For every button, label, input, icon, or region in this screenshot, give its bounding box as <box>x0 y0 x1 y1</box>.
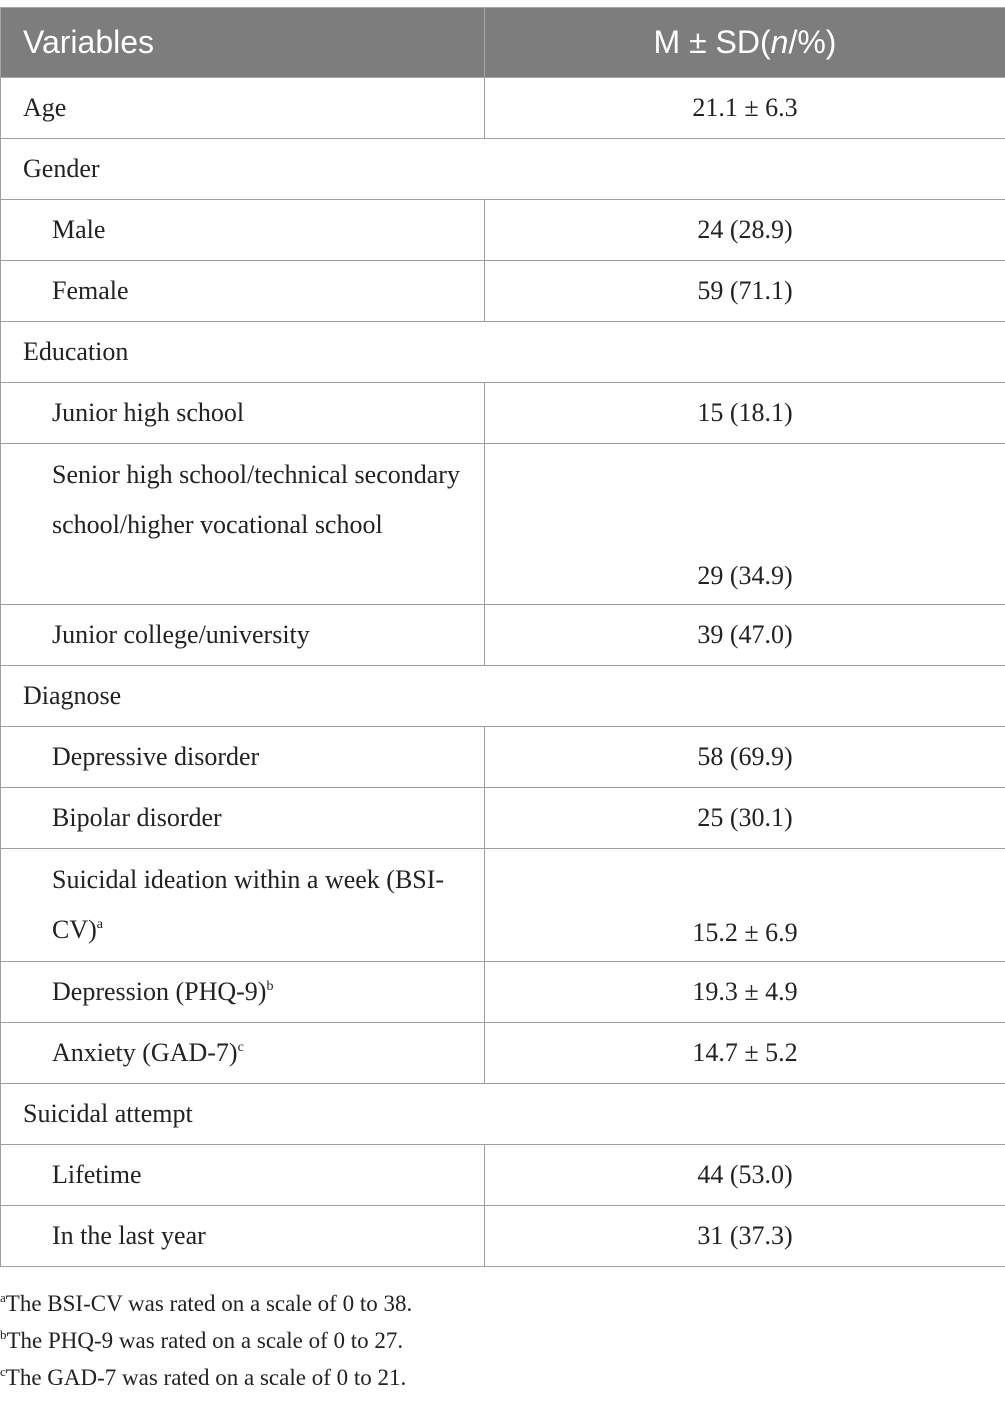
row-value: 58 (69.9) <box>485 727 1005 788</box>
category-label: Gender <box>1 139 1005 200</box>
category-label: Suicidal attempt <box>1 1084 1005 1145</box>
row-label <box>1 1023 485 1084</box>
row-value: 31 (37.3) <box>485 1206 1005 1267</box>
row-label-text: Depression (PHQ-9) <box>52 977 267 1006</box>
row-label: Senior high school/technical secondary school/higher vocational school <box>1 444 485 605</box>
table-row <box>1 200 1005 261</box>
table-row <box>1 78 1005 139</box>
row-value: 21.1 ± 6.3 <box>485 78 1005 139</box>
table-row <box>1 962 1005 1023</box>
footnote <box>0 1359 412 1396</box>
row-value: 14.7 ± 5.2 <box>485 1023 1005 1084</box>
footnotes <box>0 1285 412 1396</box>
header-stats-italic: n <box>770 24 789 60</box>
footnote-mark: a <box>0 1290 6 1305</box>
footnote-mark: a <box>96 917 103 932</box>
footnote-mark: c <box>0 1364 6 1379</box>
row-value: 44 (53.0) <box>485 1145 1005 1206</box>
row-label: Lifetime <box>1 1145 485 1206</box>
table-row <box>1 1206 1005 1267</box>
table-row <box>1 605 1005 666</box>
row-label: Junior high school <box>1 383 485 444</box>
row-label: In the last year <box>1 1206 485 1267</box>
row-value: 59 (71.1) <box>485 261 1005 322</box>
category-label: Diagnose <box>1 666 1005 727</box>
row-value: 39 (47.0) <box>485 605 1005 666</box>
footnote-text: The PHQ-9 was rated on a scale of 0 to 27. <box>6 1328 404 1353</box>
table-row <box>1 727 1005 788</box>
footnote-mark: b <box>266 979 274 994</box>
table-row <box>1 1023 1005 1084</box>
header-variables: Variables <box>1 8 485 78</box>
row-value: 24 (28.9) <box>485 200 1005 261</box>
category-row <box>1 1084 1005 1145</box>
row-label: Depressive disorder <box>1 727 485 788</box>
table-row <box>1 383 1005 444</box>
row-label: Junior college/university <box>1 605 485 666</box>
demographics-table <box>0 7 1005 1267</box>
footnote-text: The BSI-CV was rated on a scale of 0 to 38. <box>5 1291 413 1316</box>
footnote-mark: b <box>0 1327 7 1342</box>
table-row <box>1 849 1005 962</box>
header-row <box>1 8 1005 78</box>
header-stats-suffix: /%) <box>788 24 837 60</box>
category-row <box>1 322 1005 383</box>
table-row <box>1 261 1005 322</box>
table-row <box>1 788 1005 849</box>
row-label <box>1 849 485 962</box>
row-value: 15 (18.1) <box>485 383 1005 444</box>
category-row <box>1 139 1005 200</box>
row-value: 25 (30.1) <box>485 788 1005 849</box>
row-value: 15.2 ± 6.9 <box>485 849 1005 962</box>
row-label-text: Suicidal ideation within a week (BSI-CV) <box>52 865 445 944</box>
table-row <box>1 444 1005 605</box>
row-label: Age <box>1 78 485 139</box>
footnote <box>0 1285 412 1322</box>
category-label: Education <box>1 322 1005 383</box>
footnote-text: The GAD-7 was rated on a scale of 0 to 21. <box>5 1365 407 1390</box>
header-stats <box>485 8 1005 78</box>
row-label: Bipolar disorder <box>1 788 485 849</box>
footnote <box>0 1322 412 1359</box>
table-row <box>1 1145 1005 1206</box>
header-stats-prefix: M ± SD( <box>653 24 771 60</box>
row-label <box>1 962 485 1023</box>
row-value: 19.3 ± 4.9 <box>485 962 1005 1023</box>
row-label: Male <box>1 200 485 261</box>
row-value: 29 (34.9) <box>485 444 1005 605</box>
row-label: Female <box>1 261 485 322</box>
category-row <box>1 666 1005 727</box>
footnote-mark: c <box>237 1040 244 1055</box>
row-label-text: Anxiety (GAD-7) <box>52 1038 238 1067</box>
